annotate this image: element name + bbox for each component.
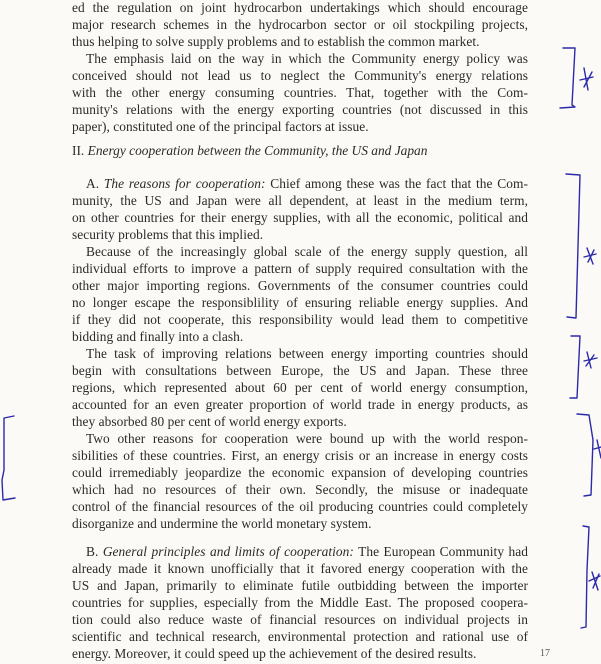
text-line: conceived should not lead us to neglect the Community's energy relations: [72, 68, 528, 83]
text-line: munity, the US and Japan were all dependent, at least in the medium term,: [72, 193, 528, 208]
section-title: Energy cooperation between the Community, the US and Japan: [87, 143, 428, 158]
text-line: on other countries for their energy supplies, with all the economic, political and: [72, 210, 528, 225]
text-fragment: The European Community had: [358, 544, 528, 559]
text-line: security problems that this implied.: [72, 227, 264, 242]
text-line: major research schemes in the hydrocarbon sector or oil stockpiling projects,: [72, 17, 528, 32]
text-line: they absorbed 80 per cent of world energy exports.: [72, 414, 347, 429]
text-line: could irremediably jeopardize the economic expansion of developing countries: [72, 465, 528, 480]
section-number: II.: [72, 143, 85, 158]
text-line: The emphasis laid on the way in which the Community energy policy was: [86, 51, 528, 66]
margin-bracket: [570, 336, 580, 398]
margin-bracket: [581, 526, 589, 628]
margin-bracket: [577, 414, 593, 496]
asterisk-mark-icon: [584, 248, 596, 264]
asterisk-mark-icon: [589, 572, 600, 590]
page-number: 17: [540, 648, 550, 659]
text-fragment: Chief among these was the fact that the Com-: [270, 176, 528, 191]
text-line: begin with consultations between Europe, the US and Japan. These three: [72, 363, 528, 378]
text-line: accounted for an even greater proportion of world trade in energy products, as: [72, 397, 528, 412]
text-line: energy. Moreover, it could speed up the achievement of the desired results.: [72, 646, 477, 661]
text-line: munity's relations with the energy exporting countries (not discussed in this: [72, 102, 528, 117]
asterisk-mark-icon: [594, 440, 601, 458]
text-line: bidding and finally into a clash.: [72, 329, 244, 344]
text-line: regions, which represented about 60 per cent of world energy consumption,: [72, 380, 528, 395]
subsection-label: B.: [86, 544, 99, 559]
text-line: control of the financial resources of the oil producing countries could completely: [72, 499, 528, 514]
text-line: which had no resources of their own. Secondly, the misuse or inadequate: [72, 482, 528, 497]
text-line: disorganize and undermine the world monetary system.: [72, 516, 372, 531]
subsection-label: A.: [86, 176, 100, 191]
text-line: if they did not cooperate, this responsibility would lead them to competitive: [72, 312, 528, 327]
margin-bracket: [560, 48, 575, 108]
asterisk-mark-icon: [584, 352, 597, 368]
text-line: with the other energy consuming countries. That, together with the Com-: [72, 85, 528, 100]
text-line: ed the regulation on joint hydrocarbon undertakings which should encourage: [72, 0, 528, 15]
text-line: tion could also reduce waste of financial resources on individual projects in: [72, 612, 528, 627]
text-line: The task of improving relations between energy importing countries should: [86, 346, 528, 361]
subsection-title: General principles and limits of cooperation:: [102, 544, 354, 559]
subsection-title: The reasons for cooperation:: [103, 176, 266, 191]
asterisk-mark-icon: [580, 68, 593, 90]
section-heading: [72, 143, 427, 159]
text-line: already made it known unofficially that it favored energy cooperation with the: [72, 561, 528, 576]
text-line: Two other reasons for cooperation were bound up with the world respon-: [86, 431, 528, 446]
text-line: sibilities of these countries. First, an energy crisis or an increase in energy costs: [72, 448, 528, 463]
subsection-b-first-line: [86, 544, 528, 560]
text-line: countries for supplies, especially from the Middle East. The proposed coopera-: [72, 595, 528, 610]
text-line: individual efforts to improve a pattern of supply required consultation with the: [72, 261, 528, 276]
subsection-a-first-line: [86, 176, 528, 192]
text-line: US and Japan, primarily to eliminate futile outbidding between the importer: [72, 578, 528, 593]
text-line: Because of the increasingly global scale of the energy supply question, all: [86, 244, 528, 259]
margin-bracket: [566, 174, 580, 318]
text-line: other major importing regions. Governments of the consumer countries could: [72, 278, 528, 293]
text-line: no longer escape the responsiblility of ensuring reliable energy supplies. And: [72, 295, 528, 310]
margin-bracket-left: [2, 416, 15, 500]
text-line: scientific and technical research, environmental protection and rational use of: [72, 629, 528, 644]
text-line: paper), constituted one of the principal factors at issue.: [72, 119, 369, 134]
text-line: thus helping to solve supply problems and to establish the common market.: [72, 34, 480, 49]
